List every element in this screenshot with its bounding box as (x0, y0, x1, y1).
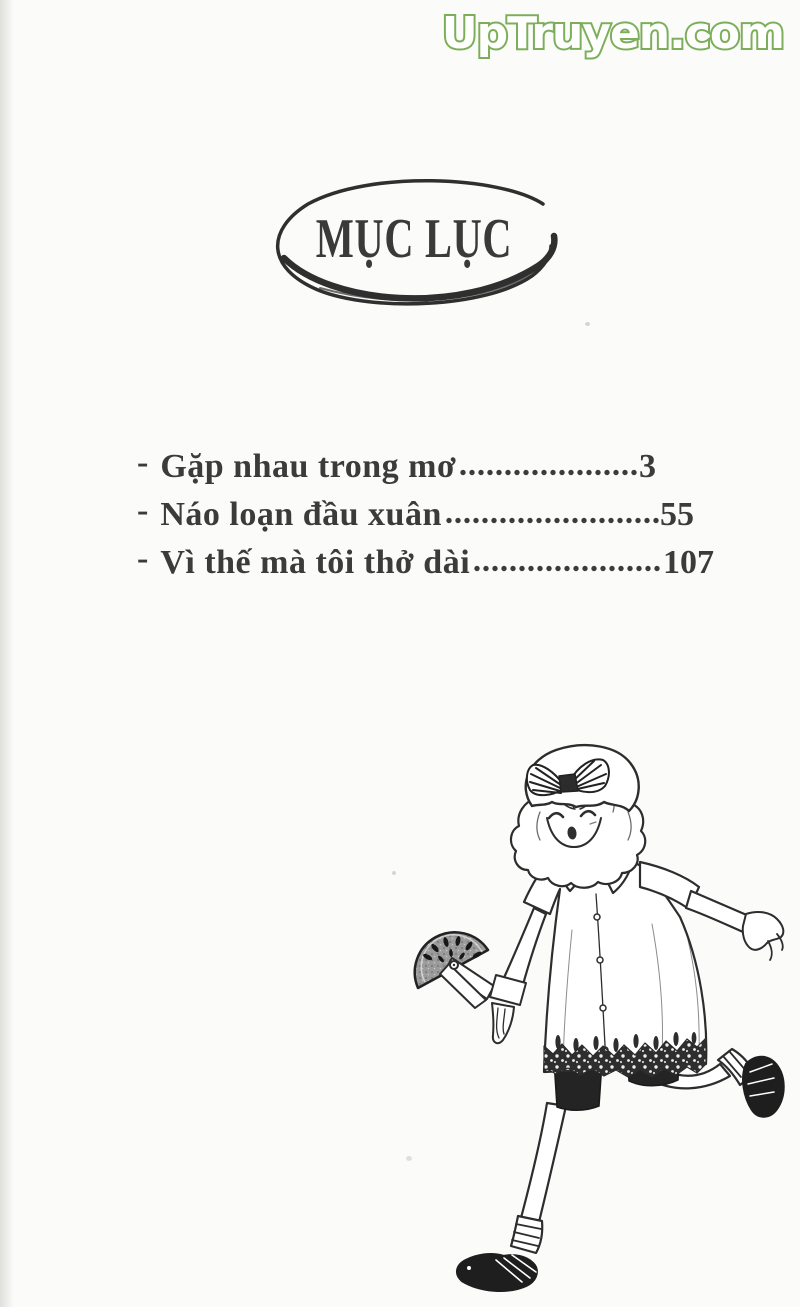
toc-entry (137, 491, 694, 539)
dot-leader (473, 565, 662, 572)
left-arm (490, 908, 546, 1043)
title-badge (260, 170, 568, 318)
scan-speck (585, 322, 590, 326)
toc-bullet: - (137, 540, 149, 577)
right-arm (686, 891, 783, 960)
dot-leader (459, 469, 638, 476)
toc-bullet: - (137, 492, 149, 529)
toc-entry-page-number: 3 (639, 448, 656, 485)
dot-leader (445, 517, 659, 524)
watermelon-fan (415, 932, 494, 1008)
toc-bullet: - (137, 444, 149, 481)
toc-entry-page-number: 107 (663, 544, 714, 581)
toc-entry-title: Vì thế mà tôi thở dài (160, 544, 471, 581)
toc-entry (137, 539, 714, 587)
manga-girl-illustration (400, 712, 800, 1297)
toc-entry-title: Náo loạn đầu xuân (160, 496, 442, 533)
scan-edge-shadow (0, 0, 14, 1307)
head (511, 745, 645, 888)
scan-speck (392, 871, 396, 875)
toc-entry (137, 443, 656, 491)
page-title: MỤC LỤC (315, 208, 513, 270)
site-watermark: UpTruyen.com (441, 8, 784, 59)
legs-and-shoes (457, 1049, 784, 1291)
toc-entry-title: Gặp nhau trong mơ (160, 448, 457, 485)
toc-entry-page-number: 55 (660, 496, 694, 533)
table-of-contents (137, 443, 714, 587)
